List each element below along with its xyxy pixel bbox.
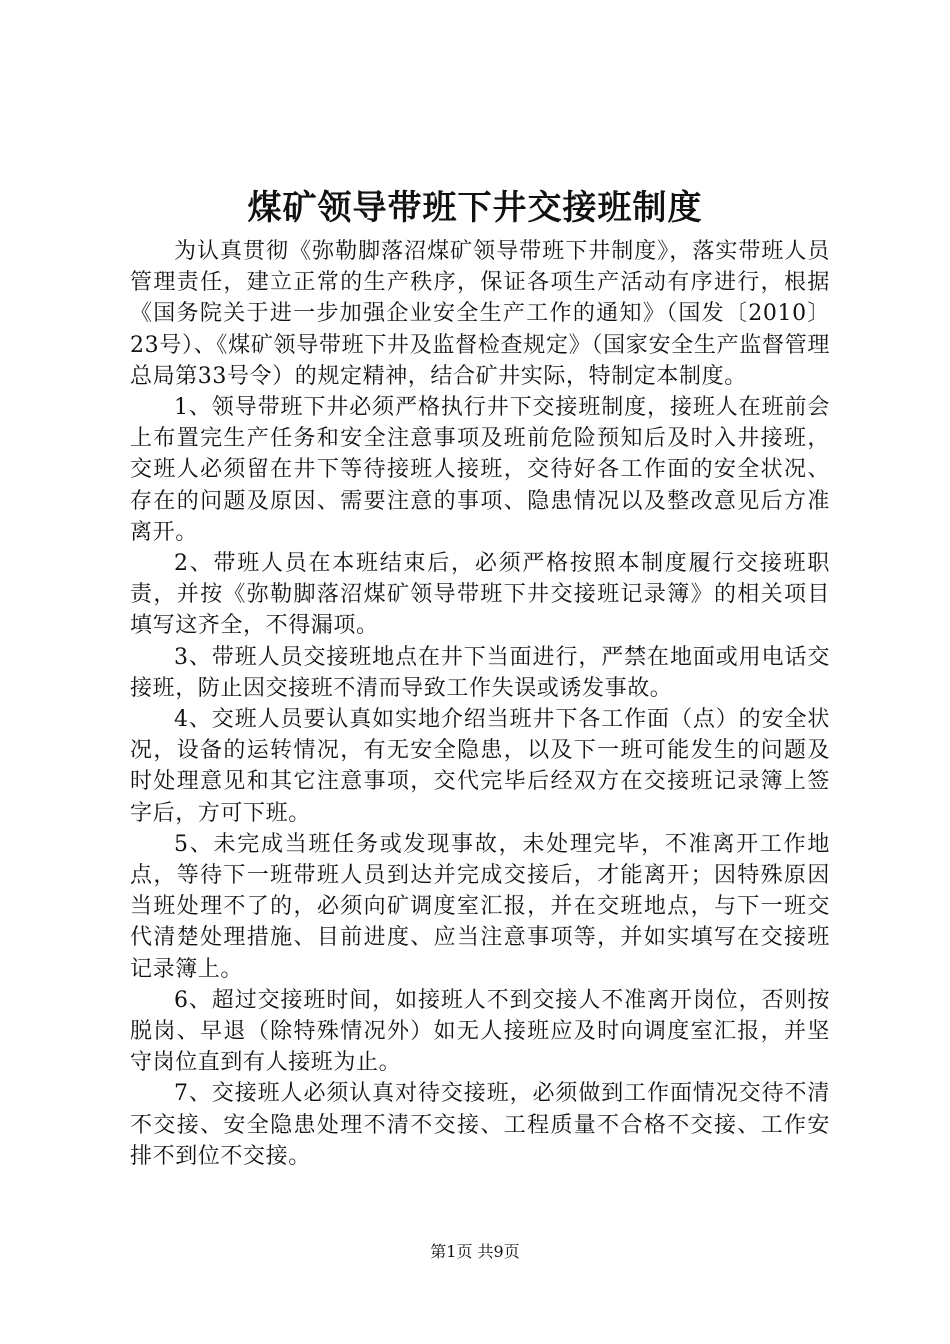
document-title: 煤矿领导带班下井交接班制度 <box>247 188 703 228</box>
clause-5-paragraph: 5、未完成当班任务或发现事故，未处理完毕，不准离开工作地点，等待下一班带班人员到达并完成交接后，才能离开；因特殊原因当班处理不了的，必须向矿调度室汇报，并在交班地点，与下一班交代清楚处理措施、目前进度、应当注意事项等，并如实填写在交接班记录簿上。 <box>130 831 830 982</box>
clause-4-paragraph: 4、交班人员要认真如实地介绍当班井下各工作面（点）的安全状况，设备的运转情况，有无安全隐患，以及下一班可能发生的问题及时处理意见和其它注意事项，交代完毕后经双方在交接班记录簿上签字后，方可下班。 <box>130 707 830 826</box>
clause-1-paragraph: 1、领导带班下井必须严格执行井下交接班制度，接班人在班前会上布置完生产任务和安全注意事项及班前危险预知后及时入井接班，交班人必须留在井下等待接班人接班，交待好各工作面的安全状况、存在的问题及原因、需要注意的事项、隐患情况以及整改意见后方准离开。 <box>130 395 830 545</box>
clause-6-paragraph: 6、超过交接班时间，如接班人不到交接人不准离开岗位，否则按脱岗、早退（除特殊情况外）如无人接班应及时向调度室汇报，并坚守岗位直到有人接班为止。 <box>130 987 830 1076</box>
clause-7-paragraph: 7、交接班人必须认真对待交接班，必须做到工作面情况交待不清不交接、安全隐患处理不清不交接、工程质量不合格不交接、工作安排不到位不交接。 <box>130 1081 830 1169</box>
clause-3-paragraph: 3、带班人员交接班地点在井下当面进行，严禁在地面或用电话交接班，防止因交接班不清而导致工作失误或诱发事故。 <box>130 644 830 701</box>
page-footer: 第1页 共9页 <box>430 1242 520 1261</box>
intro-paragraph: 为认真贯彻《弥勒脚落沼煤矿领导带班下井制度》，落实带班人员管理责任，建立正常的生产秩序，保证各项生产活动有序进行，根据《国务院关于进一步加强企业安全生产工作的通知》（国发〔2010〕23号）、《煤矿领导带班下井及监督检查规定》（国家安全生产监督管理总局第33号令）的规定精神，结合矿井实际，特制定本制度。 <box>130 239 830 389</box>
clause-2-paragraph: 2、带班人员在本班结束后，必须严格按照本制度履行交接班职责，并按《弥勒脚落沼煤矿领导带班下井交接班记录簿》的相关项目填写这齐全，不得漏项。 <box>130 551 830 639</box>
document-body <box>130 236 830 1172</box>
